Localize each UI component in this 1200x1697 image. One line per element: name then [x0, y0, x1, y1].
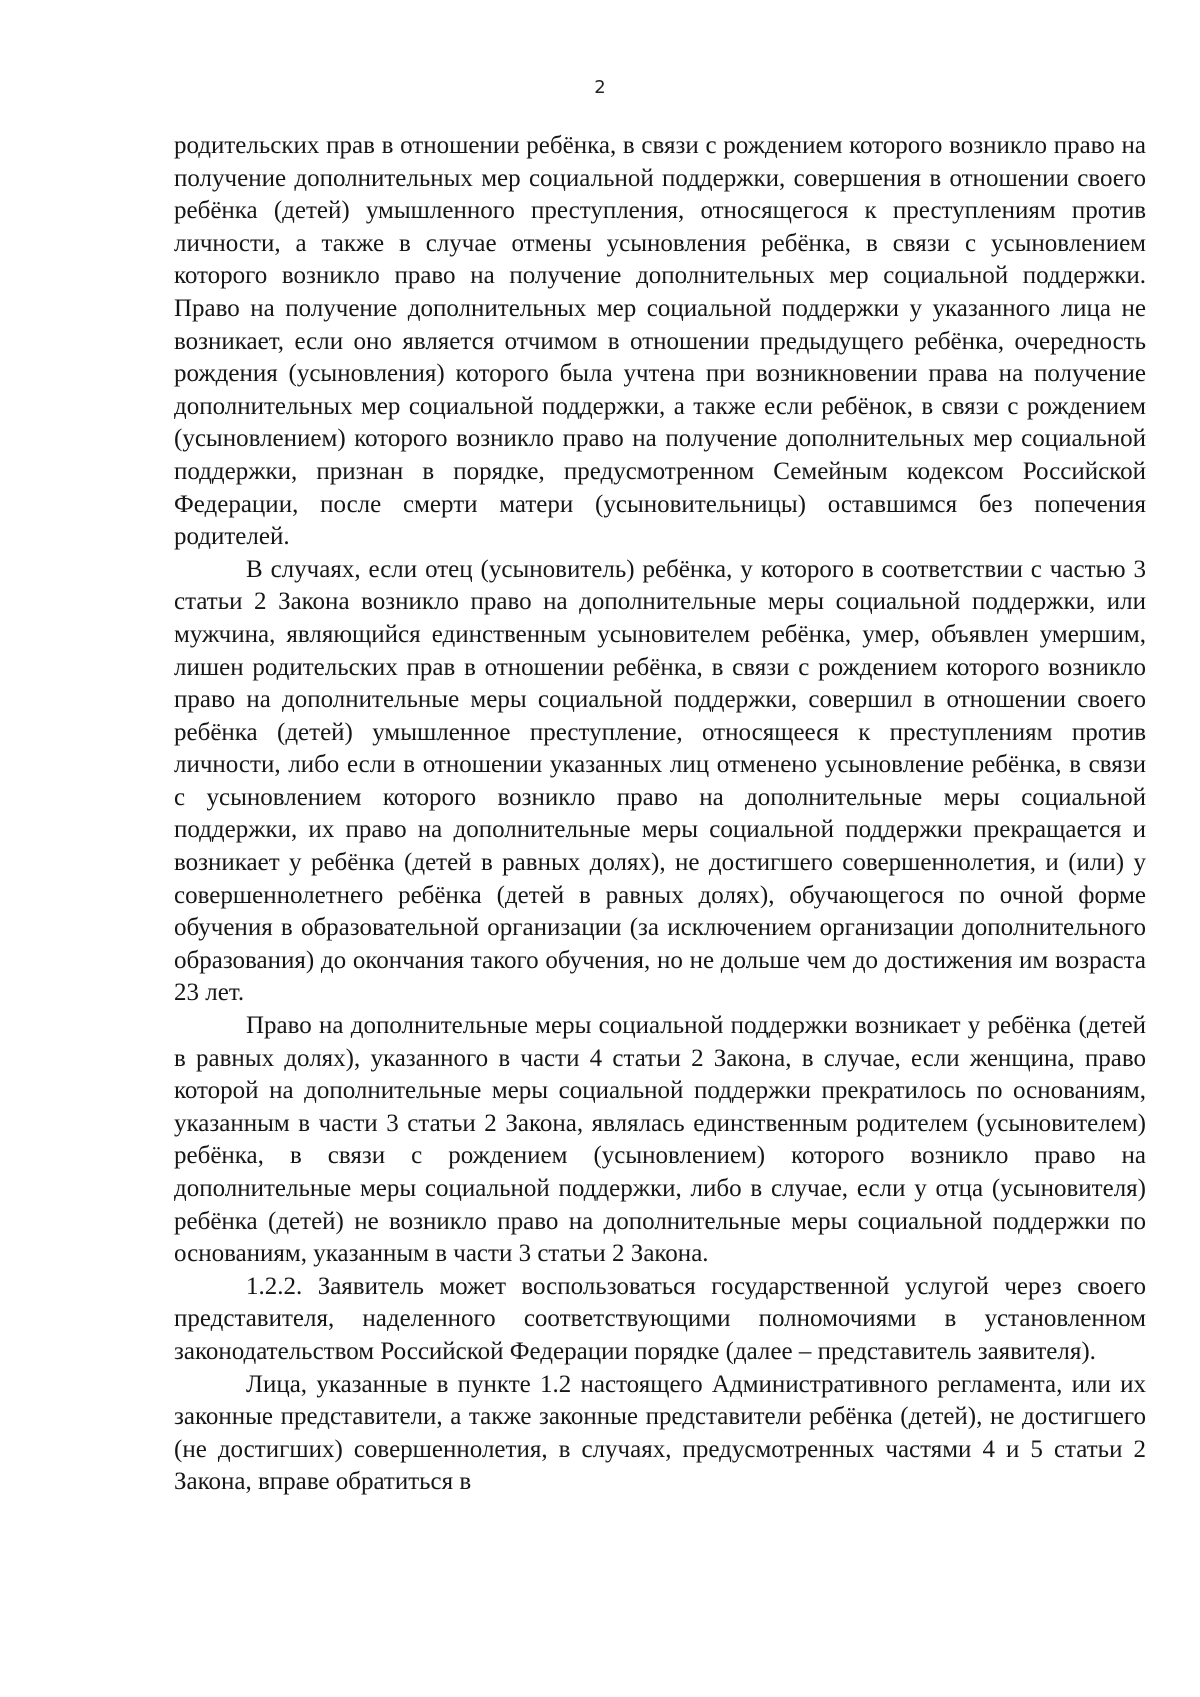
- paragraph-representative: 1.2.2. Заявитель может воспользоваться государственной услугой через своего представителя, наделенного соответствующими полномочиями в установленном законодательством Российской Федерации порядке (далее – представитель заявителя).: [174, 1272, 1146, 1365]
- paragraph-father-rights: В случаях, если отец (усыновитель) ребёнка, у которого в соответствии с частью 3 статьи 2 Закона возникло право на дополнительные меры социальной поддержки, или мужчина, являющийся единственным усыновителем ребёнка, умер, объявлен умершим, лишен родительских прав в отношении ребёнка, в связи с рождением которого возникло право на дополнительные меры социальной поддержки, совершил в отношении своего ребёнка (детей) умышленное преступление, относящееся к преступлениям против личности, либо если в отношении указанных лиц отменено усыновление ребёнка, в связи с усыновлением которого возникло право на дополнительные меры социальной поддержки, их право на дополнительные меры социальной поддержки прекращается и возникает у ребёнка (детей в равных долях), не достигшего совершеннолетия, и (или) у совершеннолетнего ребёнка (детей в равных долях), обучающегося по очной форме обучения в образовательной организации (за исключением организации дополнительного образования) до окончания такого обучения, но не дольше чем до достижения им возраста 23 лет.: [174, 555, 1146, 1007]
- paragraph-child-rights: Право на дополнительные меры социальной поддержки возникает у ребёнка (детей в равных долях), указанного в части 4 статьи 2 Закона, в случае, если женщина, право которой на дополнительные меры социальной поддержки прекратилось по основаниям, указанным в части 3 статьи 2 Закона, являлась единственным родителем (усыновителем) ребёнка, в связи с рождением (усыновлением) которого возникло право на дополнительные меры социальной поддержки, либо в случае, если у отца (усыновителя) ребёнка (детей) не возникло право на дополнительные меры социальной поддержки по основаниям, указанным в части 3 статьи 2 Закона.: [174, 1012, 1146, 1268]
- document-body: [174, 130, 1146, 1499]
- paragraph-continuation: родительских прав в отношении ребёнка, в связи с рождением которого возникло право на получение дополнительных мер социальной поддержки, совершения в отношении своего ребёнка (детей) умышленного преступления, относящегося к преступлениям против личности, а также в случае отмены усыновления ребёнка, в связи с усыновлением которого возникло право на получение дополнительных мер социальной поддержки. Право на получение дополнительных мер социальной поддержки у указанного лица не возникает, если оно является отчимом в отношении предыдущего ребёнка, очередность рождения (усыновления) которого была учтена при возникновении права на получение дополнительных мер социальной поддержки, а также если ребёнок, в связи с рождением (усыновлением) которого возникло право на получение дополнительных мер социальной поддержки, признан в порядке, предусмотренном Семейным кодексом Российской Федерации, после смерти матери (усыновительницы) оставшимся без попечения родителей.: [174, 132, 1146, 551]
- page-number: 2: [594, 77, 606, 98]
- paragraph-persons-entitled: Лица, указанные в пункте 1.2 настоящего Административного регламента, или их законные представители, а также законные представители ребёнка (детей), не достигшего (не достигших) совершеннолетия, в случаях, предусмотренных частями 4 и 5 статьи 2 Закона, вправе обратиться в: [174, 1370, 1146, 1496]
